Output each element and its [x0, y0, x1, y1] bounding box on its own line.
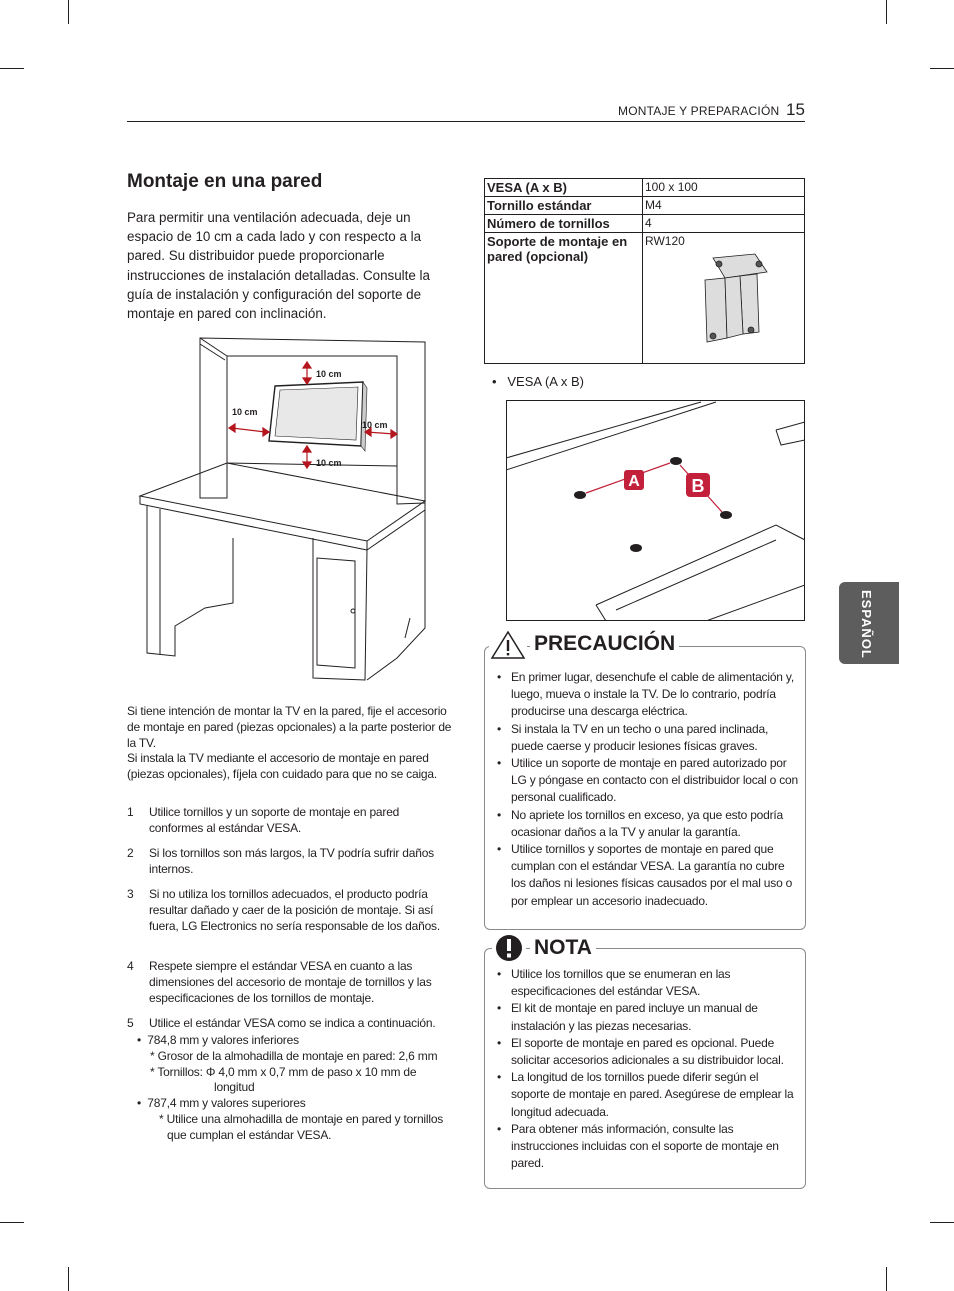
vesa-caption: • VESA (A x B) [492, 374, 584, 389]
crop-mark [68, 1267, 69, 1291]
language-tab [839, 582, 899, 664]
clearance-label-left: 10 cm [232, 407, 258, 417]
vesa-size-spec: • 784,8 mm y valores inferiores * Grosor de la almohadilla de montaje en pared: 2,6 mm * Tornillos: Φ 4,0 mm x 0,7 mm de paso x 10 mm de longitud • 787,4 mm y valores superiores * Utilice una almohadilla de montaje en pared y tornillos que cumplan el estándar VESA. [137, 1033, 444, 1142]
header-divider [127, 121, 805, 122]
crop-mark [0, 1222, 24, 1223]
tv-back-vesa-diagram [506, 400, 805, 621]
clearance-label-right: 10 cm [362, 420, 388, 430]
vesa-label-a: A [628, 473, 640, 490]
vesa-spec-table [484, 178, 805, 364]
caution-title: PRECAUCIÓN [530, 632, 679, 656]
table-row: Tornillo estándar M4 [485, 197, 805, 215]
clearance-label-bottom: 10 cm [316, 458, 342, 468]
crop-mark [930, 1222, 954, 1223]
crop-mark [930, 68, 954, 69]
wall-bracket-image [695, 250, 775, 346]
list-item: • Si instala la TV en un techo o una pared inclinada, puede caerse y producir lesiones físicas graves. [489, 721, 799, 755]
section-title: Montaje en una pared [127, 171, 323, 192]
list-item: 4 Respete siempre el estándar VESA en cuanto a las dimensiones del accesorio de montaje de tornillos y las especificaciones de los tornillos de montaje. [127, 959, 432, 1005]
paragraph: Si tiene intención de montar la TV en la pared, fije el accesorio de montaje en pared (piezas opcionales) a la parte posterior de la TV. [127, 704, 452, 750]
language-tab-label: ESPAÑOL [859, 590, 874, 659]
list-item: • No apriete los tornillos en exceso, ya que esto podría ocasionar daños a la TV y anular la garantía. [489, 807, 799, 841]
crop-mark [886, 0, 887, 24]
list-item: 2 Si los tornillos son más largos, la TV podría sufrir daños internos. [127, 846, 434, 876]
vesa-label-b: B [691, 476, 705, 496]
list-item: • Utilice un soporte de montaje en pared autorizado por LG y póngase en contacto con el distribuidor local o con personal cualificado. [489, 755, 799, 807]
table-row: Número de tornillos 4 [485, 215, 805, 233]
crop-mark [0, 68, 24, 69]
caution-box [484, 646, 806, 930]
list-item: • En primer lugar, desenchufe el cable de alimentación y, luego, mueva o instale la TV. De lo contrario, podría producirse una descarga eléctrica. [489, 669, 799, 721]
list-item: • Utilice tornillos y soportes de montaje en pared que cumplan con el estándar VESA. La garantía no cubre los daños ni lesiones físicas causados por el mal uso o por emplear un accesorio inadecuado. [489, 841, 799, 910]
header-section: MONTAJE Y PREPARACIÓN [618, 104, 780, 118]
table-row: VESA (A x B) 100 x 100 [485, 179, 805, 197]
list-item: • El kit de montaje en pared incluye un manual de instalación y las piezas necesarias. [489, 1000, 799, 1034]
clearance-label-top: 10 cm [316, 369, 342, 379]
list-item: • Utilice los tornillos que se enumeran en las especificaciones del estándar VESA. [489, 966, 799, 1000]
list-item: 1 Utilice tornillos y un soporte de montaje en pared conformes al estándar VESA. [127, 805, 400, 835]
desk-clearance-diagram [135, 328, 435, 683]
warning-icon [489, 629, 527, 661]
list-item: • La longitud de los tornillos puede diferir según el soporte de montaje en pared. Asegúrese de emplear la longitud adecuada. [489, 1069, 799, 1121]
list-item: 5 Utilice el estándar VESA como se indica a continuación. [127, 1016, 436, 1030]
intro-paragraph: Para permitir una ventilación adecuada, deje un espacio de 10 cm a cada lado y con respecto a la pared. Su distribuidor puede proporcionarle instrucciones de instalación detalladas. Consulte la guía de instalación y configuración del soporte de montaje en pared con inclinación. [127, 210, 430, 322]
mounting-description [127, 704, 452, 783]
crop-mark [68, 0, 69, 24]
list-item: • Para obtener más información, consulte las instrucciones incluidas con el soporte de montaje en pared. [489, 1121, 799, 1173]
table-row: Soporte de montaje en pared (opcional) RW120 [485, 233, 805, 364]
paragraph: Si instala la TV mediante el accesorio de montaje en pared (piezas opcionales), fíjela con cuidado para que no se caiga. [127, 751, 438, 782]
list-item: 3 Si no utiliza los tornillos adecuados, el producto podría resultar dañado y caer de la posición de montaje. Si así fuera, LG Electronics no sería responsable de los daños. [127, 887, 440, 933]
page-number: 15 [786, 100, 805, 119]
info-exclamation-icon [492, 932, 526, 964]
list-item: • El soporte de montaje en pared es opcional. Puede solicitar accesorios adicionales a su distribuidor local. [489, 1035, 799, 1069]
note-box [484, 948, 806, 1189]
crop-mark [886, 1267, 887, 1291]
note-title: NOTA [530, 936, 596, 960]
